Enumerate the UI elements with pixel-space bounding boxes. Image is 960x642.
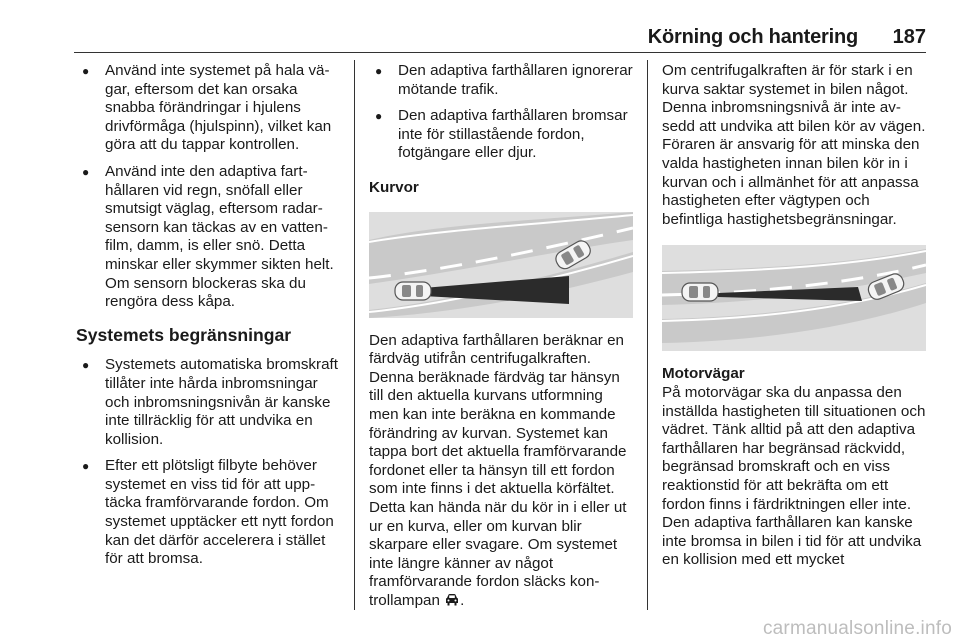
heading-motorways: Motorvägar [662, 365, 745, 383]
list-item: ● Systemets automatiska bromskraft tillåter inte hårda inbromsningar och inbromsningsnivån är kanske inte tillräcklig för att undvika en kollision. [76, 356, 342, 449]
heading-curves: Kurvor [369, 178, 419, 196]
header-rule [74, 52, 926, 53]
column-2 [369, 62, 633, 610]
column-divider-1 [354, 60, 355, 610]
list-item: ● Efter ett plötsligt filbyte behöver systemet en viss tid för att upptäcka framförvarande fordon. Om systemet upptäcker ett nytt fordon kan det därför accelerera i stället för att bromsa. [76, 457, 342, 569]
curve-illustration-2 [662, 245, 926, 351]
bullet-list-ignores [369, 62, 633, 163]
bullet-list-limitations [76, 356, 342, 569]
centrifugal-paragraph: Om centrifugalkraften är för stark i en kurva saktar systemet in bilen något. Denna inbromsningsnivå är inte avsedd att undvika att bilen kör av vägen. Föraren är ansvarig för att minska den valda hastigheten innan bilen kör in i kurvan och i allmänhet för att anpassa hastigheten efter vägtypen och befintliga hastighetsbegränsningar. [662, 62, 926, 228]
curve-braking-image [662, 245, 926, 351]
car-front-icon [444, 593, 460, 607]
page-header [0, 0, 960, 52]
curve-illustration [369, 212, 633, 318]
page-number: 187 [892, 26, 926, 48]
list-item: ● Den adaptiva farthållaren ignorerar mötande trafik. [369, 62, 633, 99]
column-divider-2 [647, 60, 648, 610]
column-1 [76, 62, 342, 577]
watermark: carmanualsonline.info [762, 618, 952, 639]
curves-paragraph: Den adaptiva farthållaren beräknar en färdväg utifrån centrifugalkraften. Denna beräknade färdväg tar hänsyn till den aktuella kurvans utformning men kan inte beräkna en kommande förändring av kurvan. Systemet kan tappa bort det aktuella framförvarande fordonet eller ta hänsyn till ett fordon som inte finns i det aktuella körfältet. Detta kan hända när du kör in i eller ut ur en kurva, eller om kurvan blir skarpare eller svagare. Om systemet inte längre känner av något framförvarande fordon släcks kontrollampan . [369, 331, 627, 609]
bullet-list-warnings [76, 62, 342, 312]
list-item: ● Använd inte den adaptiva farthållaren vid regn, snöfall eller smutsigt väglag, eftersom radarsensorn kan täckas av en vattenfilm, damm, is eller snö. Detta minskar eller skymmer sikten helt. Om sensorn blockeras ska du rengöra dess kåpa. [76, 163, 342, 312]
list-item: ● Den adaptiva farthållaren bromsar inte för stillastående fordon, fotgängare eller djur. [369, 107, 633, 163]
section-heading-limitations: Systemets begränsningar [76, 324, 292, 345]
column-3 [662, 62, 926, 570]
motorways-paragraph: På motorvägar ska du anpassa den inställda hastigheten till situationen och vädret. Tänk alltid på att den adaptiva farthållaren har begränsad räckvidd, begränsad bromskraft och en viss reaktionstid för att bekräfta om ett fordon finns i färdriktningen eller inte. Den adaptiva farthållaren kan kanske inte bromsa in bilen i tid för att undvika en kollision med ett mycket [662, 383, 926, 569]
curve-road-image [369, 212, 633, 318]
list-item: ● Använd inte systemet på hala vägar, eftersom det kan orsaka snabba förändringar i hjulens drivförmåga (hjulspinn), vilket kan göra att du tappar kontrollen. [76, 62, 342, 155]
chapter-title: Körning och hantering [647, 26, 858, 48]
